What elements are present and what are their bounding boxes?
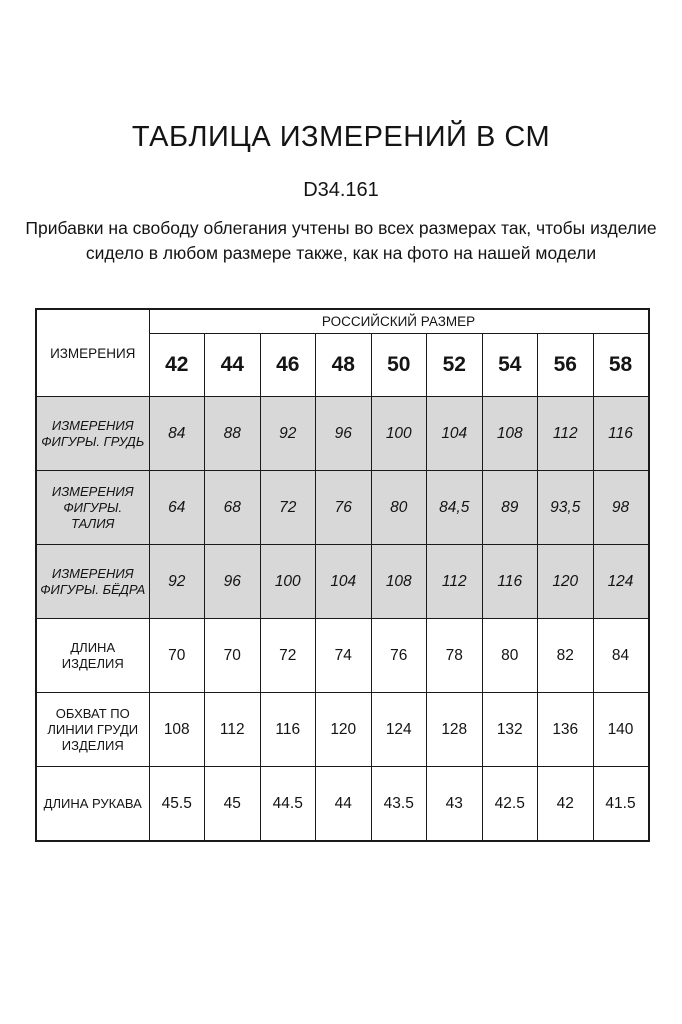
measurement-value: 64 (149, 471, 205, 545)
size-column-header: 54 (482, 334, 538, 397)
measurement-row (36, 397, 649, 471)
measurement-value: 44.5 (260, 767, 316, 842)
measurement-value: 80 (482, 619, 538, 693)
size-column-header: 58 (593, 334, 649, 397)
measurement-value: 72 (260, 619, 316, 693)
measurement-row (36, 471, 649, 545)
measurement-value: 92 (260, 397, 316, 471)
measurement-value: 100 (260, 545, 316, 619)
measurement-value: 78 (427, 619, 483, 693)
measurements-corner-header: ИЗМЕРЕНИЯ (36, 309, 149, 397)
page-title: ТАБЛИЦА ИЗМЕРЕНИЙ В СМ (131, 121, 551, 153)
measurement-value: 112 (538, 397, 594, 471)
measurement-value: 72 (260, 471, 316, 545)
measurement-row-label: ОБХВАТ ПО ЛИНИИ ГРУДИ ИЗДЕЛИЯ (36, 693, 149, 767)
measurement-value: 108 (149, 693, 205, 767)
measurement-row (36, 767, 649, 842)
size-column-header: 48 (316, 334, 372, 397)
measurement-value: 98 (593, 471, 649, 545)
measurement-value: 80 (371, 471, 427, 545)
measurement-value: 104 (427, 397, 483, 471)
measurement-value: 108 (371, 545, 427, 619)
measurement-row-label: ИЗМЕРЕНИЯ ФИГУРЫ. БЁДРА (36, 545, 149, 619)
measurement-row (36, 693, 649, 767)
size-column-header: 50 (371, 334, 427, 397)
measurement-value: 108 (482, 397, 538, 471)
measurement-value: 120 (316, 693, 372, 767)
measurement-value: 116 (482, 545, 538, 619)
measurement-value: 84 (593, 619, 649, 693)
measurement-row-label: ДЛИНА РУКАВА (36, 767, 149, 842)
measurement-value: 124 (593, 545, 649, 619)
measurement-value: 96 (316, 397, 372, 471)
measurement-value: 82 (538, 619, 594, 693)
measurement-value: 92 (149, 545, 205, 619)
measurement-value: 132 (482, 693, 538, 767)
measurement-row (36, 545, 649, 619)
measurements-table (35, 308, 650, 842)
russian-size-group-header: РОССИЙСКИЙ РАЗМЕР (149, 309, 649, 334)
measurement-value: 116 (593, 397, 649, 471)
measurement-value: 120 (538, 545, 594, 619)
measurement-value: 42 (538, 767, 594, 842)
measurement-value: 112 (427, 545, 483, 619)
measurement-value: 136 (538, 693, 594, 767)
measurement-value: 84,5 (427, 471, 483, 545)
size-group-row (36, 309, 649, 334)
size-column-header: 52 (427, 334, 483, 397)
measurement-value: 74 (316, 619, 372, 693)
measurement-value: 93,5 (538, 471, 594, 545)
measurement-value: 100 (371, 397, 427, 471)
measurement-value: 68 (205, 471, 261, 545)
measurement-value: 45 (205, 767, 261, 842)
measurement-value: 76 (316, 471, 372, 545)
measurement-value: 140 (593, 693, 649, 767)
model-code: D34.161 (303, 179, 379, 201)
measurement-row-label: ДЛИНА ИЗДЕЛИЯ (36, 619, 149, 693)
measurement-value: 128 (427, 693, 483, 767)
measurement-value: 84 (149, 397, 205, 471)
measurement-value: 70 (205, 619, 261, 693)
measurement-value: 112 (205, 693, 261, 767)
size-column-header: 42 (149, 334, 205, 397)
measurement-value: 89 (482, 471, 538, 545)
measurement-value: 116 (260, 693, 316, 767)
measurement-value: 44 (316, 767, 372, 842)
measurement-value: 42.5 (482, 767, 538, 842)
measurement-row-label: ИЗМЕРЕНИЯ ФИГУРЫ. ГРУДЬ (36, 397, 149, 471)
measurement-row-label: ИЗМЕРЕНИЯ ФИГУРЫ. ТАЛИЯ (36, 471, 149, 545)
measurement-value: 43.5 (371, 767, 427, 842)
measurement-value: 124 (371, 693, 427, 767)
measurement-value: 70 (149, 619, 205, 693)
measurement-value: 104 (316, 545, 372, 619)
measurement-value: 88 (205, 397, 261, 471)
measurement-value: 76 (371, 619, 427, 693)
measurement-value: 43 (427, 767, 483, 842)
measurement-value: 45.5 (149, 767, 205, 842)
size-column-header: 44 (205, 334, 261, 397)
size-column-header: 56 (538, 334, 594, 397)
measurement-value: 41.5 (593, 767, 649, 842)
measurement-value: 96 (205, 545, 261, 619)
measurement-row (36, 619, 649, 693)
fit-description: Прибавки на свободу облегания учтены во всех размерах так, чтобы изделие сидело в любом размере также, как на фото на нашей модели (25, 218, 657, 263)
size-column-header: 46 (260, 334, 316, 397)
